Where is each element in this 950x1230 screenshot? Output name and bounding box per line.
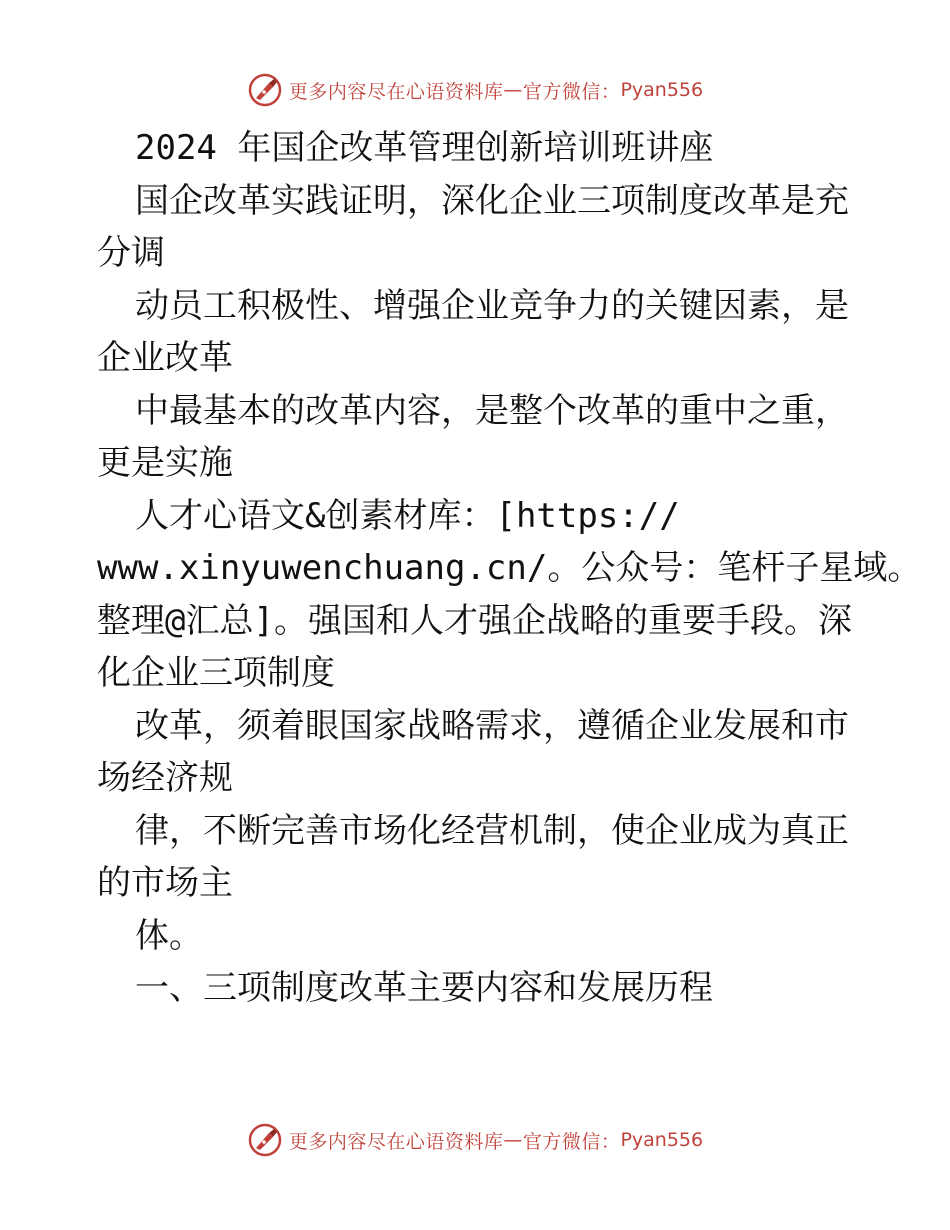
footer-brand-text: 更多内容尽在心语资料库 (288, 1130, 504, 1153)
footer-wechat-label: 官方微信： (522, 1130, 621, 1153)
paragraph-line: 场经济规 (97, 758, 233, 798)
section-heading: 一、三项制度改革主要内容和发展历程 (135, 968, 713, 1008)
footer-dash: — (503, 1129, 523, 1151)
paragraph-line: 律，不断完善市场化经营机制，使企业成为真正 (135, 810, 849, 851)
paragraph-line: 更是实施 (97, 443, 233, 483)
document-title: 2024 年国企改革管理创新培训班讲座 (135, 128, 714, 168)
paragraph-line: 企业改革 (97, 338, 233, 378)
pen-nib-logo-icon (247, 1122, 283, 1158)
pen-nib-logo-icon (247, 72, 283, 108)
header-wechat-id: Pyan556 (620, 79, 704, 101)
paragraph-line: 动员工积极性、增强企业竞争力的关键因素，是 (135, 285, 849, 326)
document-body (97, 122, 922, 1015)
paragraph-line: 体。 (135, 915, 203, 956)
paragraph-line: 化企业三项制度 (97, 653, 335, 693)
header-watermark (0, 70, 950, 110)
paragraph-line: 人才心语文&创素材库：[https:// (135, 495, 680, 536)
footer-wechat-id: Pyan556 (620, 1129, 704, 1151)
header-dash: — (503, 79, 523, 101)
paragraph-line: 中最基本的改革内容，是整个改革的重中之重， (135, 390, 849, 431)
header-brand-text: 更多内容尽在心语资料库 (288, 80, 504, 103)
paragraph-line: 国企改革实践证明，深化企业三项制度改革是充 (135, 180, 849, 221)
paragraph-line: www.xinyuwenchuang.cn/。公众号：笔杆子星域。 (97, 548, 922, 588)
footer-watermark (0, 1120, 950, 1160)
paragraph-line: 的市场主 (97, 863, 233, 903)
paragraph-line: 改革，须着眼国家战略需求，遵循企业发展和市 (135, 705, 849, 746)
paragraph-line: 分调 (97, 233, 165, 273)
paragraph-line: 整理@汇总]。强国和人才强企战略的重要手段。深 (97, 600, 852, 641)
header-wechat-label: 官方微信： (522, 80, 621, 103)
